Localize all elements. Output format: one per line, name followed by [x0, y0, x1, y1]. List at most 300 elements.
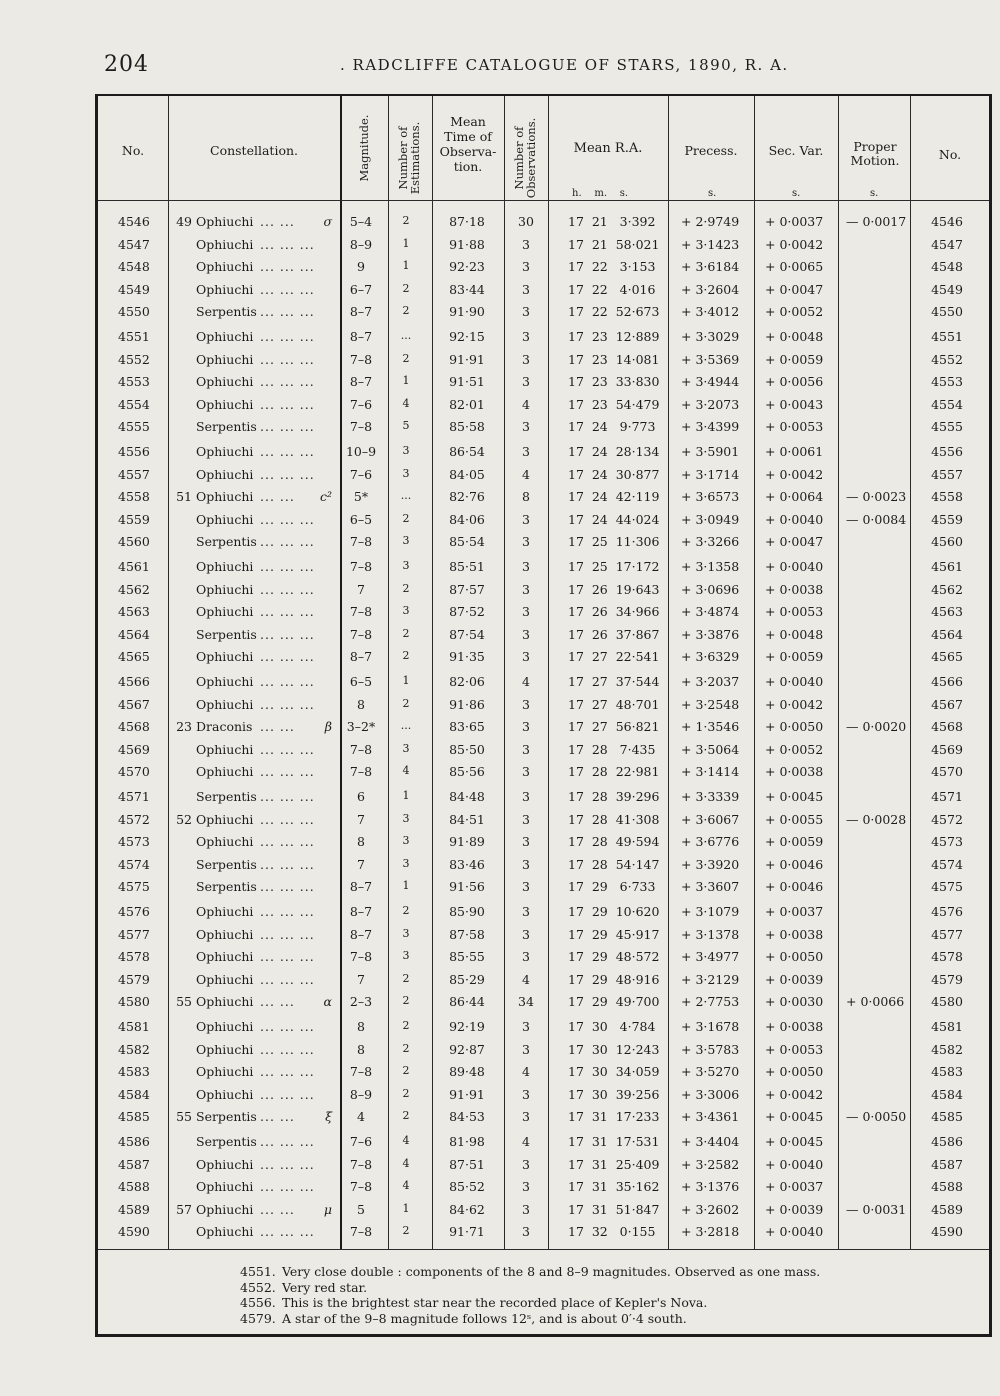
cell-ra: 17 31 35·162	[568, 1179, 660, 1194]
cell-mt: 85·55	[449, 949, 485, 964]
cell-no: 4554	[118, 396, 150, 412]
cell-est: 2	[402, 904, 410, 917]
footnotes	[240, 1264, 820, 1326]
cell-est: 2	[402, 281, 410, 295]
cell-no2: 4556	[931, 444, 963, 459]
cell-mt: 87·51	[449, 1156, 485, 1172]
cell-con: Ophiuchi	[196, 1201, 254, 1217]
cell-dots: ... ... ...	[260, 604, 315, 619]
cell-pre: + 3·6067	[681, 811, 740, 827]
cell-ra: 17 22 3·153	[568, 259, 656, 274]
cell-mt: 83·46	[449, 856, 485, 872]
cell-mt: 86·54	[449, 444, 485, 459]
cell-no: 4583	[118, 1064, 150, 1079]
cell-no: 4548	[118, 259, 150, 274]
cell-con: Ophiuchi	[196, 1156, 254, 1172]
cell-no2: 4550	[931, 304, 963, 319]
table-row	[98, 972, 995, 994]
cell-dots: ... ... ...	[260, 764, 315, 779]
cell-greek: β	[324, 719, 332, 734]
cell-sv: + 0·0038	[765, 581, 824, 597]
cell-no: 4560	[118, 534, 150, 549]
footnote-number: 4579.	[240, 1310, 276, 1326]
cell-no2: 4554	[931, 396, 963, 412]
cell-mt: 92·87	[449, 1041, 485, 1057]
cell-mt: 82·76	[449, 489, 485, 504]
cell-est: 2	[402, 626, 410, 640]
cell-est: 3	[402, 949, 410, 962]
cell-con: Ophiuchi	[196, 604, 254, 619]
cell-ra: 17 24 42·119	[568, 489, 660, 504]
cell-no2: 4566	[931, 674, 963, 689]
table-row	[98, 1087, 995, 1109]
table-row	[98, 674, 995, 696]
table-row	[98, 834, 995, 856]
cell-pre: + 3·1358	[681, 559, 740, 574]
cell-no: 4590	[118, 1224, 150, 1239]
cell-mt: 85·50	[449, 741, 485, 757]
cell-obs: 3	[522, 949, 530, 964]
cell-no2: 4575	[931, 879, 963, 894]
table-row	[98, 259, 995, 281]
cell-dots: ... ... ...	[260, 971, 315, 987]
cell-obs: 3	[522, 696, 530, 712]
cell-pre: + 3·1423	[681, 236, 740, 252]
cell-dots: ... ...	[260, 214, 295, 229]
header-magnitude: Magnitude.	[357, 114, 371, 182]
cell-pre: + 3·3029	[681, 329, 740, 344]
cell-mt: 89·48	[449, 1064, 485, 1079]
cell-obs: 3	[522, 719, 530, 734]
cell-con: Ophiuchi	[196, 834, 254, 849]
cell-est: 4	[402, 1134, 410, 1147]
cell-mt: 91·86	[449, 696, 485, 712]
footnote-rule	[98, 1249, 989, 1250]
cell-no: 4555	[118, 419, 150, 434]
cell-no2: 4577	[931, 926, 963, 942]
cell-mag: 7	[357, 971, 365, 987]
cell-obs: 3	[522, 374, 530, 389]
cell-ra: 17 32 0·155	[568, 1224, 656, 1239]
cell-obs: 3	[522, 304, 530, 319]
cell-mt: 84·53	[449, 1109, 485, 1124]
cell-pre: + 3·5270	[681, 1064, 740, 1079]
cell-mag: 10–9	[345, 444, 377, 459]
header-no: No.	[121, 143, 145, 158]
cell-pre: + 3·1414	[681, 764, 740, 779]
cell-sv: + 0·0053	[765, 419, 824, 434]
cell-mt: 85·90	[449, 904, 485, 919]
cell-no: 4556	[118, 444, 150, 459]
cell-mag: 7–6	[349, 466, 373, 482]
cell-mag: 8–7	[349, 304, 373, 319]
cell-sv: + 0·0048	[765, 626, 824, 642]
cell-mag: 2–3	[349, 994, 373, 1009]
cell-mt: 85·29	[449, 971, 485, 987]
cell-no: 4563	[118, 604, 150, 619]
cell-est: 1	[402, 879, 410, 892]
cell-ra: 17 28 39·296	[568, 789, 660, 804]
cell-mag: 8	[357, 696, 365, 712]
cell-obs: 4	[522, 466, 530, 482]
cell-pre: + 3·4977	[681, 949, 740, 964]
cell-mt: 84·62	[449, 1201, 485, 1217]
cell-no2: 4587	[931, 1156, 963, 1172]
cell-obs: 4	[522, 1134, 530, 1149]
cell-con: Serpentis	[196, 789, 257, 804]
cell-no2: 4580	[931, 994, 963, 1009]
cell-no: 4576	[118, 904, 150, 919]
cell-no: 4557	[118, 466, 150, 482]
cell-no: 4550	[118, 304, 150, 319]
cell-sv: + 0·0050	[765, 1064, 824, 1079]
cell-mt: 84·05	[449, 466, 485, 482]
cell-dots: ... ...	[260, 994, 295, 1009]
cell-est: 2	[402, 1041, 410, 1055]
cell-pre: + 3·4944	[681, 374, 740, 389]
cell-est: 2	[402, 994, 410, 1007]
cell-pre: + 3·2129	[681, 971, 740, 987]
cell-est: 3	[402, 741, 410, 755]
cell-est: 2	[402, 304, 410, 317]
cell-sv: + 0·0030	[765, 994, 824, 1009]
cell-dots: ... ...	[260, 1201, 295, 1217]
cell-dots: ... ... ...	[260, 581, 315, 597]
cell-no2: 4555	[931, 419, 963, 434]
table-row	[98, 444, 995, 466]
cell-no: 4578	[118, 949, 150, 964]
cell-no: 4552	[118, 351, 150, 367]
cell-no2: 4559	[931, 511, 963, 527]
cell-mag: 6	[357, 789, 365, 804]
table-row	[98, 1179, 995, 1201]
cell-obs: 3	[522, 1201, 530, 1217]
cell-dots: ... ... ...	[260, 649, 315, 664]
cell-sv: + 0·0040	[765, 1156, 824, 1172]
table-row	[98, 764, 995, 786]
cell-obs: 3	[522, 904, 530, 919]
cell-obs: 3	[522, 1019, 530, 1034]
cell-dots: ... ... ...	[260, 741, 315, 757]
cell-est: 2	[402, 649, 410, 662]
cell-pre: + 3·3607	[681, 879, 740, 894]
cell-dots: ... ... ...	[260, 534, 315, 549]
cell-mt: 91·90	[449, 304, 485, 319]
cell-sv: + 0·0040	[765, 1224, 824, 1239]
cell-pre: + 3·3876	[681, 626, 740, 642]
cell-no2: 4552	[931, 351, 963, 367]
cell-est: 3	[402, 466, 410, 480]
cell-no2: 4560	[931, 534, 963, 549]
cell-sv: + 0·0046	[765, 879, 824, 894]
cell-obs: 3	[522, 236, 530, 252]
cell-con: Serpentis	[196, 534, 257, 549]
cell-obs: 3	[522, 559, 530, 574]
table-row	[98, 697, 995, 719]
cell-con: Ophiuchi	[196, 1224, 254, 1239]
cell-no: 4558	[118, 489, 150, 504]
cell-con: Ophiuchi	[196, 1064, 254, 1079]
cell-dots: ... ... ...	[260, 1156, 315, 1172]
cell-con: Ophiuchi	[196, 926, 254, 942]
cell-obs: 3	[522, 879, 530, 894]
header-no-right: No.	[938, 147, 962, 162]
cell-no2: 4553	[931, 374, 963, 389]
cell-mt: 87·54	[449, 626, 485, 642]
cell-pre: + 3·0949	[681, 511, 740, 527]
cell-no2: 4585	[931, 1109, 963, 1124]
cell-no: 4546	[118, 214, 150, 229]
cell-no2: 4584	[931, 1086, 963, 1102]
cell-mt: 92·23	[449, 259, 485, 274]
cell-pre: + 1·3546	[681, 719, 740, 734]
cell-ra: 17 30 34·059	[568, 1064, 660, 1079]
cell-no2: 4589	[931, 1201, 963, 1217]
cell-mag: 6–7	[349, 281, 373, 297]
cell-ra: 17 24 30·877	[568, 466, 660, 482]
cell-mag: 6–5	[349, 511, 373, 527]
header-constellation: Constellation.	[210, 143, 298, 158]
cell-greek: μ	[323, 1201, 332, 1217]
cell-dots: ... ... ...	[260, 1224, 315, 1239]
cell-con: Serpentis	[196, 626, 257, 642]
cell-con: Ophiuchi	[196, 281, 254, 297]
cell-mag: 7	[357, 581, 365, 597]
cell-dots: ... ... ...	[260, 1064, 315, 1079]
cell-sv: + 0·0040	[765, 674, 824, 689]
cell-con: Ophiuchi	[196, 214, 254, 229]
cell-con: Ophiuchi	[196, 994, 254, 1009]
table-row	[98, 534, 995, 556]
footnote	[240, 1295, 820, 1311]
cell-con: Ophiuchi	[196, 374, 254, 389]
cell-no2: 4576	[931, 904, 963, 919]
cell-pm: — 0·0084	[846, 511, 907, 527]
cell-pre: + 3·4404	[681, 1134, 740, 1149]
cell-cnum: 51	[176, 489, 192, 504]
cell-con: Ophiuchi	[196, 674, 254, 689]
cell-obs: 4	[522, 1064, 530, 1079]
cell-obs: 3	[522, 1179, 530, 1194]
cell-no2: 4574	[931, 856, 963, 872]
cell-no2: 4579	[931, 971, 963, 987]
cell-no: 4587	[118, 1156, 150, 1172]
cell-mag: 7	[357, 856, 365, 872]
footnote	[240, 1280, 820, 1296]
cell-no: 4564	[118, 626, 150, 642]
cell-mt: 82·01	[449, 396, 485, 412]
cell-mt: 91·71	[449, 1224, 485, 1239]
cell-dots: ... ... ...	[260, 259, 315, 274]
table-row	[98, 649, 995, 671]
cell-no2: 4573	[931, 834, 963, 849]
footnote-number: 4556.	[240, 1295, 276, 1310]
cell-obs: 4	[522, 396, 530, 412]
cell-pre: + 3·2818	[681, 1224, 740, 1239]
cell-pre: + 3·3339	[681, 789, 740, 804]
cell-sv: + 0·0059	[765, 351, 824, 367]
cell-pre: + 3·2582	[681, 1156, 740, 1172]
table-row	[98, 1064, 995, 1086]
cell-no2: 4588	[931, 1179, 963, 1194]
header-estimations: Number of Estimations.	[396, 121, 422, 195]
cell-con: Serpentis	[196, 1134, 257, 1149]
cell-obs: 3	[522, 581, 530, 597]
table-row	[98, 214, 995, 236]
cell-obs: 3	[522, 1224, 530, 1239]
header-precess: Precess.	[684, 143, 738, 158]
cell-pre: + 3·1079	[681, 904, 740, 919]
cell-ra: 17 30 12·243	[568, 1041, 660, 1057]
cell-sv: + 0·0059	[765, 834, 824, 849]
cell-dots: ... ... ...	[260, 444, 315, 459]
cell-sv: + 0·0042	[765, 466, 824, 482]
cell-no2: 4551	[931, 329, 963, 344]
cell-con: Ophiuchi	[196, 741, 254, 757]
footnote-number: 4551.	[240, 1264, 276, 1279]
cell-con: Ophiuchi	[196, 949, 254, 964]
cell-mag: 7–8	[349, 741, 373, 757]
footnote	[240, 1264, 820, 1280]
cell-con: Serpentis	[196, 1109, 257, 1124]
cell-pre: + 3·3920	[681, 856, 740, 872]
cell-greek: ξ	[325, 1109, 332, 1124]
cell-pre: + 3·1714	[681, 466, 740, 482]
cell-mag: 8–7	[349, 329, 373, 344]
cell-ra: 17 22 4·016	[568, 281, 656, 297]
cell-sv: + 0·0050	[765, 719, 824, 734]
table-row	[98, 1019, 995, 1041]
cell-greek: α	[323, 994, 332, 1009]
cell-no2: 4547	[931, 236, 963, 252]
cell-no2: 4564	[931, 626, 963, 642]
table-row	[98, 789, 995, 811]
cell-sv: + 0·0056	[765, 374, 824, 389]
cell-dots: ... ... ...	[260, 789, 315, 804]
cell-obs: 3	[522, 741, 530, 757]
table-row	[98, 1109, 995, 1131]
cell-no2: 4586	[931, 1134, 963, 1149]
cell-dots: ... ... ...	[260, 834, 315, 849]
cell-ra: 17 28 41·308	[568, 811, 660, 827]
cell-est: 1	[402, 789, 410, 802]
cell-mt: 91·88	[449, 236, 485, 252]
cell-pre: + 3·5783	[681, 1041, 740, 1057]
cell-pre: + 3·0696	[681, 581, 740, 597]
cell-ra: 17 26 37·867	[568, 626, 660, 642]
cell-cnum: 23	[176, 719, 192, 734]
cell-no: 4580	[118, 994, 150, 1009]
cell-pre: + 3·4399	[681, 419, 740, 434]
cell-dots: ... ... ...	[260, 926, 315, 942]
cell-dots: ... ... ...	[260, 1019, 315, 1034]
footnote-text: This is the brightest star near the recorded place of Kepler's Nova.	[282, 1295, 708, 1310]
cell-est: 1	[402, 259, 410, 272]
cell-no: 4566	[118, 674, 150, 689]
cell-pre: + 3·1678	[681, 1019, 740, 1034]
cell-mt: 85·51	[449, 559, 485, 574]
units-precess: s.	[708, 188, 717, 199]
cell-ra: 17 31 25·409	[568, 1156, 660, 1172]
cell-pre: + 3·6573	[681, 489, 740, 504]
cell-con: Ophiuchi	[196, 236, 254, 252]
cell-dots: ... ... ...	[260, 419, 315, 434]
cell-obs: 3	[522, 534, 530, 549]
cell-no2: 4558	[931, 489, 963, 504]
cell-no: 4573	[118, 834, 150, 849]
cell-no2: 4562	[931, 581, 963, 597]
cell-sv: + 0·0039	[765, 1201, 824, 1217]
cell-sv: + 0·0045	[765, 1134, 824, 1149]
cell-no2: 4581	[931, 1019, 963, 1034]
cell-ra: 17 21 3·392	[568, 214, 656, 229]
cell-mt: 91·91	[449, 351, 485, 367]
cell-ra: 17 30 4·784	[568, 1019, 656, 1034]
cell-est: 3	[402, 604, 410, 617]
cell-obs: 3	[522, 811, 530, 827]
cell-est: 2	[402, 214, 410, 227]
cell-con: Ophiuchi	[196, 764, 254, 779]
cell-dots: ... ... ...	[260, 856, 315, 872]
cell-dots: ... ... ...	[260, 351, 315, 367]
cell-pm: — 0·0017	[846, 214, 907, 229]
cell-obs: 3	[522, 649, 530, 664]
cell-con: Ophiuchi	[196, 1019, 254, 1034]
cell-obs: 34	[518, 994, 534, 1009]
table-row	[98, 329, 995, 351]
cell-mt: 83·65	[449, 719, 485, 734]
cell-no2: 4567	[931, 696, 963, 712]
table-row	[98, 904, 995, 926]
cell-con: Serpentis	[196, 419, 257, 434]
cell-no: 4577	[118, 926, 150, 942]
cell-dots: ... ... ...	[260, 674, 315, 689]
cell-no2: 4572	[931, 811, 963, 827]
cell-no: 4585	[118, 1109, 150, 1124]
cell-pre: + 3·5369	[681, 351, 740, 367]
cell-obs: 3	[522, 329, 530, 344]
cell-mag: 7–8	[349, 1179, 373, 1194]
table-row	[98, 604, 995, 626]
cell-mag: 7–8	[349, 419, 373, 434]
cell-dots: ... ... ...	[260, 374, 315, 389]
cell-con: Ophiuchi	[196, 971, 254, 987]
table-row	[98, 719, 995, 741]
cell-mag: 8–7	[349, 926, 373, 942]
cell-pre: + 3·6776	[681, 834, 740, 849]
cell-pre: + 3·2548	[681, 696, 740, 712]
catalogue-table	[95, 94, 992, 1337]
cell-mag: 8–7	[349, 374, 373, 389]
cell-no: 4586	[118, 1134, 150, 1149]
cell-sv: + 0·0061	[765, 444, 824, 459]
cell-est: 2	[402, 581, 410, 595]
cell-obs: 3	[522, 856, 530, 872]
cell-est: 1	[402, 674, 410, 687]
cell-dots: ... ... ...	[260, 879, 315, 894]
cell-obs: 3	[522, 351, 530, 367]
cell-mt: 91·51	[449, 374, 485, 389]
cell-no: 4568	[118, 719, 150, 734]
cell-ra: 17 26 19·643	[568, 581, 660, 597]
footnote-text: A star of the 9–8 magnitude follows 12ˢ, and is about 0′·4 south.	[282, 1310, 687, 1326]
cell-con: Ophiuchi	[196, 904, 254, 919]
table-row	[98, 879, 995, 901]
cell-obs: 3	[522, 1109, 530, 1124]
footnote-number: 4552.	[240, 1279, 276, 1295]
cell-mag: 7	[357, 811, 365, 827]
cell-pre: + 3·5064	[681, 741, 740, 757]
